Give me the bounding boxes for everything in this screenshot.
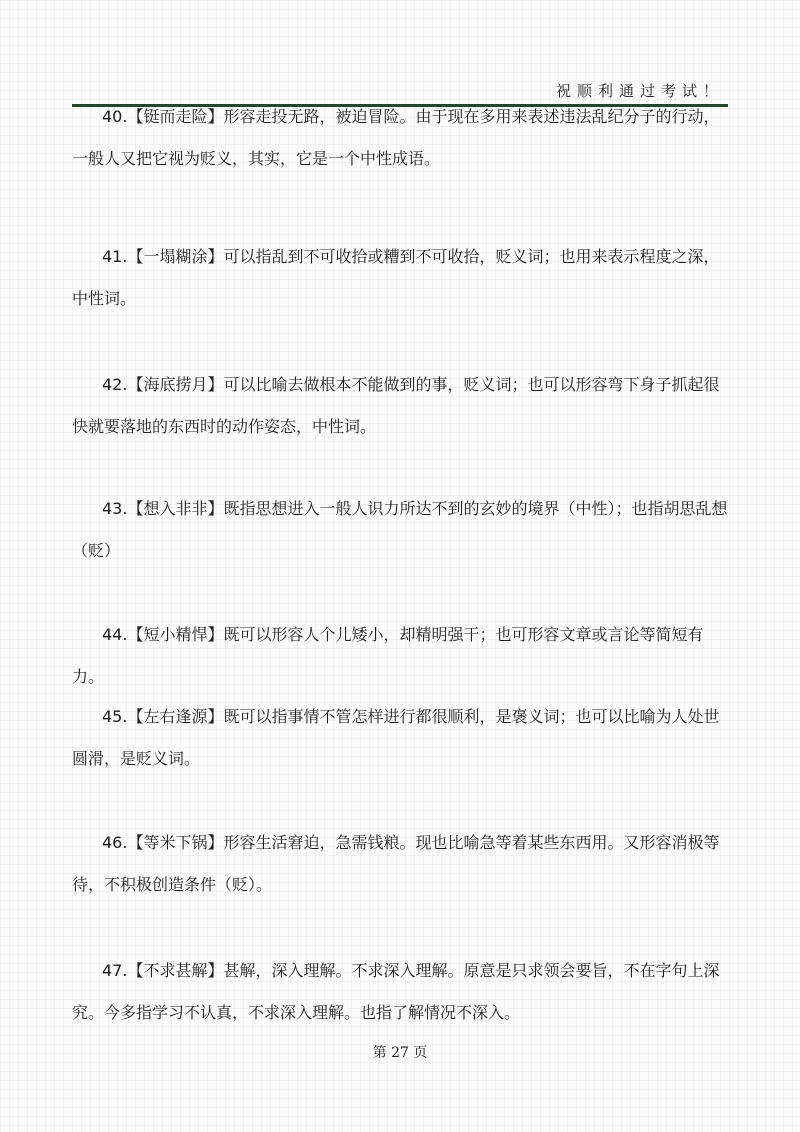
entry-idiom: 【想入非非】 bbox=[127, 499, 224, 518]
entry-number: 47. bbox=[102, 961, 128, 980]
entry-text: 甚解，深入理解。不求深入理解。原意是只求领会要旨，不在字句上深究。今多指学习不认真，不求深入理解。也指了解情况不深入。 bbox=[72, 961, 720, 1022]
entry-43 bbox=[72, 488, 732, 572]
entry-number: 43. bbox=[102, 499, 128, 518]
entry-number: 41. bbox=[102, 247, 128, 266]
entry-46 bbox=[72, 822, 732, 906]
entry-45 bbox=[72, 696, 732, 780]
entry-text: 既指思想进入一般人识力所达不到的玄妙的境界（中性）；也指胡思乱想（贬） bbox=[72, 499, 728, 560]
entry-number: 46. bbox=[102, 833, 128, 852]
entry-idiom: 【一塌糊涂】 bbox=[127, 247, 224, 266]
entry-idiom: 【铤而走险】 bbox=[127, 107, 224, 126]
entry-41 bbox=[72, 236, 732, 320]
entry-number: 45. bbox=[102, 707, 128, 726]
entry-idiom: 【海底捞月】 bbox=[127, 375, 224, 394]
entry-47 bbox=[72, 950, 732, 1034]
entry-text: 可以指乱到不可收拾或糟到不可收拾，贬义词；也用来表示程度之深，中性词。 bbox=[72, 247, 720, 308]
entry-text: 可以比喻去做根本不能做到的事，贬义词；也可以形容弯下身子抓起很快就要落地的东西时的动作姿态，中性词。 bbox=[72, 375, 720, 436]
entry-text: 形容生活窘迫，急需钱粮。现也比喻急等着某些东西用。又形容消极等待，不积极创造条件（贬）。 bbox=[72, 833, 720, 894]
entry-text: 形容走投无路，被迫冒险。由于现在多用来表述违法乱纪分子的行动，一般人又把它视为贬义，其实，它是一个中性成语。 bbox=[72, 107, 720, 168]
entry-text: 既可以形容人个儿矮小，却精明强干；也可形容文章或言论等简短有力。 bbox=[72, 625, 704, 686]
entry-44 bbox=[72, 614, 732, 698]
entry-idiom: 【等米下锅】 bbox=[127, 833, 224, 852]
entry-42 bbox=[72, 364, 732, 448]
header-slogan: 祝顺利通过考试！ bbox=[555, 82, 724, 100]
entry-number: 42. bbox=[102, 375, 128, 394]
entry-number: 44. bbox=[102, 625, 128, 644]
entry-idiom: 【左右逢源】 bbox=[127, 707, 224, 726]
entry-idiom: 【短小精悍】 bbox=[127, 625, 224, 644]
entry-text: 既可以指事情不管怎样进行都很顺利，是褒义词；也可以比喻为人处世圆滑，是贬义词。 bbox=[72, 707, 720, 768]
entry-40 bbox=[72, 96, 732, 180]
entry-number: 40. bbox=[102, 107, 128, 126]
entry-idiom: 【不求甚解】 bbox=[127, 961, 224, 980]
page-number: 第 27 页 bbox=[372, 1045, 428, 1061]
